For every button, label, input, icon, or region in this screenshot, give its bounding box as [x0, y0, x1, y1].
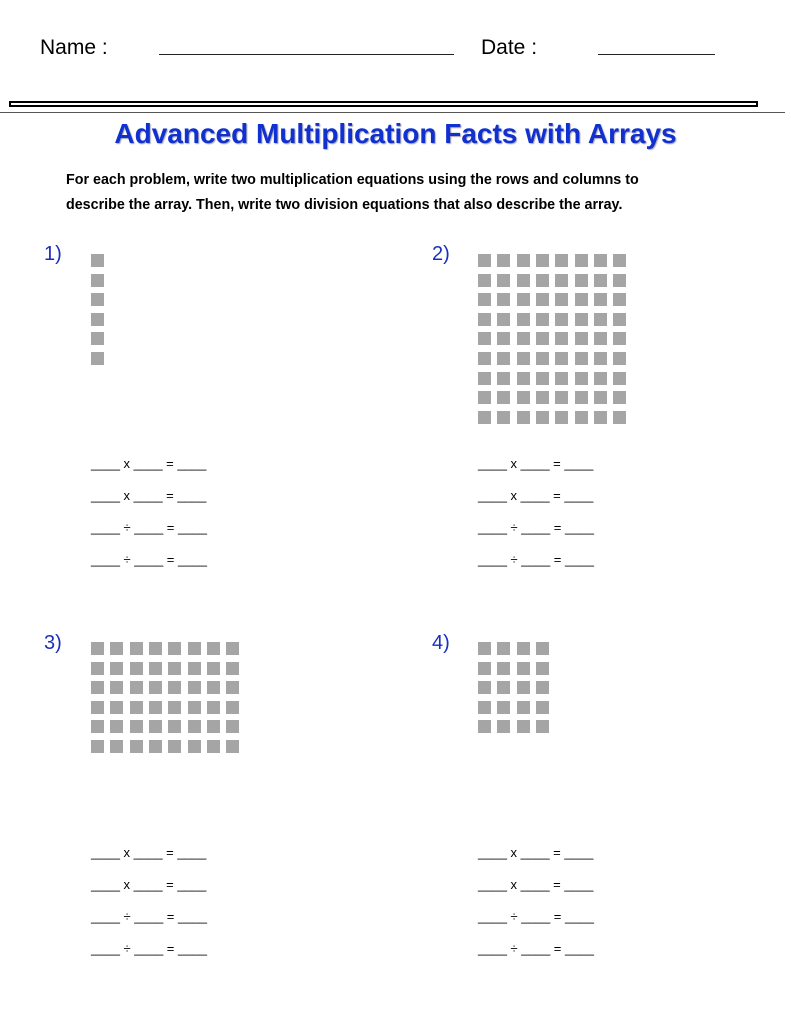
array-square — [575, 332, 588, 345]
array-square — [613, 254, 626, 267]
array-square — [478, 293, 491, 306]
array-square — [110, 740, 123, 753]
array-square — [497, 293, 510, 306]
array-square — [478, 411, 491, 424]
array-square — [149, 662, 162, 675]
array-square — [478, 720, 491, 733]
array-square — [517, 662, 530, 675]
array-square — [536, 681, 549, 694]
array-square — [536, 642, 549, 655]
array-square — [517, 293, 530, 306]
header-divider-line — [0, 112, 785, 113]
array-square — [149, 720, 162, 733]
array-square — [536, 411, 549, 424]
problem-number: 4) — [432, 632, 450, 654]
array-square — [130, 740, 143, 753]
array-square — [575, 411, 588, 424]
array-square — [478, 662, 491, 675]
array-square — [478, 332, 491, 345]
array-square — [594, 254, 607, 267]
array-square — [575, 372, 588, 385]
array-square — [575, 391, 588, 404]
instructions — [66, 168, 746, 218]
array-square — [555, 274, 568, 287]
array-square — [478, 642, 491, 655]
array-square — [517, 391, 530, 404]
array-square — [130, 720, 143, 733]
array-square — [555, 313, 568, 326]
array-square — [91, 332, 104, 345]
array-square — [478, 391, 491, 404]
array-square — [536, 372, 549, 385]
array-square — [555, 352, 568, 365]
array-square — [149, 681, 162, 694]
array-square — [207, 642, 220, 655]
array-square — [497, 352, 510, 365]
equation-line[interactable]: ____ ÷ ____ = ____ — [478, 520, 594, 535]
array-square — [497, 313, 510, 326]
array-square — [594, 352, 607, 365]
array-square — [536, 293, 549, 306]
array-square — [149, 642, 162, 655]
array-square — [613, 411, 626, 424]
date-field[interactable] — [598, 54, 715, 55]
array-square — [575, 352, 588, 365]
array-square — [536, 274, 549, 287]
array-square — [91, 720, 104, 733]
array-square — [91, 274, 104, 287]
problem-number: 2) — [432, 243, 450, 265]
array-square — [91, 740, 104, 753]
array-square — [226, 642, 239, 655]
equation-line[interactable]: ____ ÷ ____ = ____ — [478, 552, 594, 567]
array-square — [517, 642, 530, 655]
array-square — [613, 391, 626, 404]
date-label: Date : — [481, 36, 538, 59]
array-square — [555, 411, 568, 424]
array-square — [613, 372, 626, 385]
array-square — [226, 701, 239, 714]
array-square — [536, 720, 549, 733]
equation-line[interactable]: ____ x ____ = ____ — [91, 488, 207, 503]
array-square — [226, 740, 239, 753]
array-square — [226, 720, 239, 733]
array-square — [555, 293, 568, 306]
array-square — [478, 313, 491, 326]
array-square — [517, 352, 530, 365]
array-square — [110, 642, 123, 655]
array-square — [536, 332, 549, 345]
array-square — [188, 720, 201, 733]
array-square — [110, 662, 123, 675]
array-square — [91, 642, 104, 655]
array-square — [555, 372, 568, 385]
array-square — [575, 293, 588, 306]
array-square — [130, 662, 143, 675]
array-square — [575, 274, 588, 287]
array-square — [91, 701, 104, 714]
array-square — [594, 313, 607, 326]
array-square — [91, 313, 104, 326]
array-square — [536, 662, 549, 675]
array-square — [110, 720, 123, 733]
array-square — [188, 740, 201, 753]
problem-number: 3) — [44, 632, 62, 654]
array-square — [555, 332, 568, 345]
array-square — [497, 332, 510, 345]
equation-line[interactable]: ____ x ____ = ____ — [478, 877, 594, 892]
array-square — [497, 411, 510, 424]
array-square — [536, 254, 549, 267]
array-square — [478, 681, 491, 694]
array-square — [168, 740, 181, 753]
array-square — [497, 254, 510, 267]
array-square — [594, 332, 607, 345]
array-square — [478, 274, 491, 287]
array-square — [207, 662, 220, 675]
array-square — [517, 313, 530, 326]
array-square — [517, 372, 530, 385]
equation-line[interactable]: ____ ÷ ____ = ____ — [478, 909, 594, 924]
array-square — [168, 701, 181, 714]
array-square — [110, 681, 123, 694]
array-square — [130, 642, 143, 655]
array-square — [555, 391, 568, 404]
equation-line[interactable]: ____ ÷ ____ = ____ — [91, 552, 207, 567]
array-square — [613, 313, 626, 326]
instructions-line-2: describe the array. Then, write two division equations that also describe the array. — [66, 197, 623, 213]
equation-line[interactable]: ____ ÷ ____ = ____ — [478, 941, 594, 956]
page-title: Advanced Multiplication Facts with Arrays — [114, 118, 677, 149]
array-square — [497, 274, 510, 287]
array-square — [517, 332, 530, 345]
equation-line[interactable]: ____ x ____ = ____ — [91, 456, 207, 471]
array-square — [478, 372, 491, 385]
array-square — [536, 313, 549, 326]
array-square — [168, 642, 181, 655]
array-square — [594, 391, 607, 404]
array-square — [575, 254, 588, 267]
array-square — [613, 352, 626, 365]
array-square — [188, 662, 201, 675]
array-square — [497, 642, 510, 655]
equation-line[interactable]: ____ x ____ = ____ — [478, 488, 594, 503]
name-field[interactable] — [159, 54, 454, 55]
array-square — [536, 701, 549, 714]
array-square — [613, 293, 626, 306]
array-square — [149, 740, 162, 753]
equation-line[interactable]: ____ x ____ = ____ — [478, 456, 594, 471]
array-square — [91, 293, 104, 306]
equation-line[interactable]: ____ x ____ = ____ — [91, 877, 207, 892]
array-square — [517, 254, 530, 267]
array-square — [517, 411, 530, 424]
instructions-line-1: For each problem, write two multiplication equations using the rows and columns to — [66, 172, 639, 188]
array-square — [207, 740, 220, 753]
array-square — [207, 720, 220, 733]
equation-line[interactable]: ____ x ____ = ____ — [478, 845, 594, 860]
array-square — [594, 293, 607, 306]
array-square — [536, 352, 549, 365]
array-square — [594, 411, 607, 424]
array-square — [555, 254, 568, 267]
array-square — [91, 662, 104, 675]
name-label: Name : — [40, 36, 108, 59]
array-square — [130, 681, 143, 694]
array-square — [497, 372, 510, 385]
array-square — [517, 681, 530, 694]
equation-line[interactable]: ____ x ____ = ____ — [91, 845, 207, 860]
array-square — [188, 642, 201, 655]
array-square — [497, 681, 510, 694]
array-square — [536, 391, 549, 404]
array-square — [497, 391, 510, 404]
equation-line[interactable]: ____ ÷ ____ = ____ — [91, 909, 207, 924]
array-square — [168, 662, 181, 675]
array-square — [497, 662, 510, 675]
array-square — [226, 681, 239, 694]
header-divider-box — [9, 101, 758, 107]
array-square — [226, 662, 239, 675]
array-square — [168, 681, 181, 694]
array-square — [613, 274, 626, 287]
problem-number: 1) — [44, 243, 62, 265]
array-square — [613, 332, 626, 345]
array-square — [517, 720, 530, 733]
array-square — [478, 352, 491, 365]
array-square — [207, 681, 220, 694]
equation-line[interactable]: ____ ÷ ____ = ____ — [91, 520, 207, 535]
array-square — [207, 701, 220, 714]
array-square — [497, 720, 510, 733]
array-square — [478, 701, 491, 714]
equation-line[interactable]: ____ ÷ ____ = ____ — [91, 941, 207, 956]
array-square — [91, 352, 104, 365]
array-square — [575, 313, 588, 326]
array-square — [91, 254, 104, 267]
array-square — [478, 254, 491, 267]
array-square — [168, 720, 181, 733]
array-square — [188, 701, 201, 714]
array-square — [517, 274, 530, 287]
array-square — [517, 701, 530, 714]
array-square — [594, 372, 607, 385]
array-square — [594, 274, 607, 287]
array-square — [110, 701, 123, 714]
array-square — [91, 681, 104, 694]
array-square — [130, 701, 143, 714]
array-square — [149, 701, 162, 714]
array-square — [188, 681, 201, 694]
array-square — [497, 701, 510, 714]
